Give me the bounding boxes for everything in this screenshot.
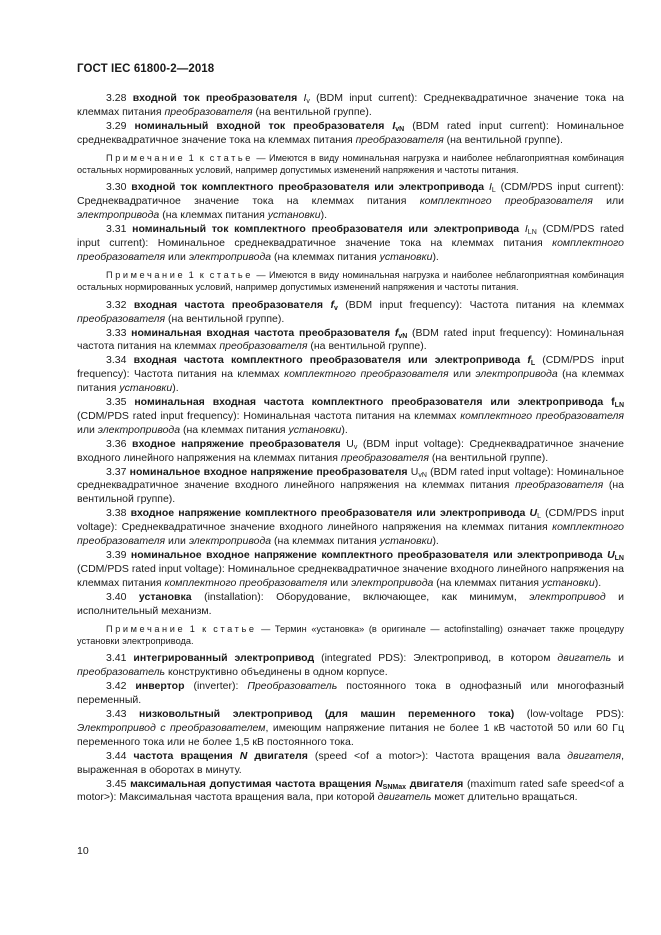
term-3-38: 3.38 входное напряжение комплектного преобразователя или электропривода $U_L$ (CDM/PDS input voltage): Среднеквадратичное значение входного линейного напряжения на клеммах питания комплектного преобразователя или электропривода (на клеммах питания установки). [77,507,624,548]
term-3-36: 3.36 входное напряжение преобразователя $U_v$ (BDM input voltage): Среднеквадратичное значение входного линейного напряжения на клеммах питания преобразователя (на вентильной группе). [77,437,624,464]
term-3-42: 3.42 инвертор (inverter): Преобразователь постоянного тока в однофазный или многофазный переменный. [77,680,624,707]
term-3-40: 3.40 установка (installation): Оборудование, включающее, как минимум, электропривод и исполнительный механизм. [77,590,624,617]
document-body [77,92,624,805]
term-3-31: 3.31 номинальный ток комплектного преобразователя или электропривода $I_{LN}$ (CDM/PDS rated input current): Номинальное среднеквадратичное значение тока на клеммах питания комплектного преобразователя или электропривода (на клеммах питания установки). [77,223,625,263]
term-3-43: 3.43 низковольтный электропривод (для машин переменного тока) (low-voltage PDS): Электропривод с преобразователем, имеющим напряжение питания не более 1 кВ частотой 50 или 60 Гц переменного тока или не более 1,5 кВ постоянного тока. [77,707,625,748]
term-3-45: 3.45 максимальная допустимая частота вращения $N_{SNMax}$ двигателя (maximum rated safe speed<of a motor>): Максимальная частота вращения вала, при которой двигатель может длительно вращаться. [77,777,625,804]
term-3-32: 3.32 входная частота преобразователя $f_v$ (BDM input frequency): Частота питания на клеммах преобразователя (на вентильной группе). [77,298,624,325]
term-3-30: 3.30 входной ток комплектного преобразователя или электропривода $I_L$ (CDM/PDS input current): Среднеквадратичное значение тока на клеммах питания комплектного преобразователя или электропривода (на клеммах питания установки). [77,181,625,222]
note-3: Примечание 1 к статье — Термин «установка» (в оригинале — actofinstalling) означает также процедуру установки электропривода. [77,623,624,646]
term-3-28: 3.28 входной ток преобразователя $I_v$ (BDM input current): Среднеквадратичное значение тока на клеммах питания преобразователя (на вентильной группе). [77,92,625,118]
term-3-33: 3.33 номинальная входная частота преобразователя $f_{vN}$ (BDM rated input frequency): Номинальная частота питания на клеммах преобразователя (на вентильной группе). [77,326,624,353]
term-3-44: 3.44 частота вращения N двигателя (speed <of a motor>): Частота вращения вала двигателя, выраженная в оборотах в минуту. [77,749,625,776]
term-3-37: 3.37 номинальное входное напряжение преобразователя $U_{vN}$ (BDM rated input voltage): Номинальное среднеквадратичное значение входного линейного напряжения на клеммах питания преобразователя (на вентильной группе). [77,465,624,506]
page-header: ГОСТ IEC 61800-2—2018 [77,63,215,75]
page-number: 10 [77,845,89,857]
term-3-34: 3.34 входная частота комплектного преобразователя или электропривода $f_L$ (CDM/PDS input frequency): Частота питания на клеммах комплектного преобразователя или электропривода (на клеммах питания установки). [77,354,624,395]
term-3-29: 3.29 номинальный входной ток преобразователя $I_{vN}$ (BDM rated input current): Номинальное среднеквадратичное значение тока на клеммах питания преобразователя (на вентильной группе). [77,119,625,146]
note-2: Примечание 1 к статье — Имеются в виду номинальная нагрузка и наиболее неблагоприятная комбинация остальных нормированных условий, например допустимых изменений напряжения и частоты питания. [77,269,624,293]
note-1: Примечание 1 к статье — Имеются в виду номинальная нагрузка и наиболее неблагоприятная комбинация остальных нормированных условий, например допустимых изменений напряжения и частоты питания. [77,152,624,176]
term-3-41: 3.41 интегрированный электропривод (integrated PDS): Электропривод, в котором двигатель и преобразователь конструктивно объединены в одном корпусе. [77,652,624,679]
term-3-35: 3.35 номинальная входная частота комплектного преобразователя или электропривода $f_{LN}$ (CDM/PDS rated input frequency): Номинальная частота питания на клеммах комплектного преобразователя или электропривода (на клеммах питания установки). [77,396,625,436]
term-3-39: 3.39 номинальное входное напряжение комплектного преобразователя или электропривода $U_{LN}$ (CDM/PDS rated input voltage): Номинальное среднеквадратичное значение входного линейного напряжения на клеммах питания комплектного преобразователя или электропривода (на клеммах питания установки). [77,549,624,589]
